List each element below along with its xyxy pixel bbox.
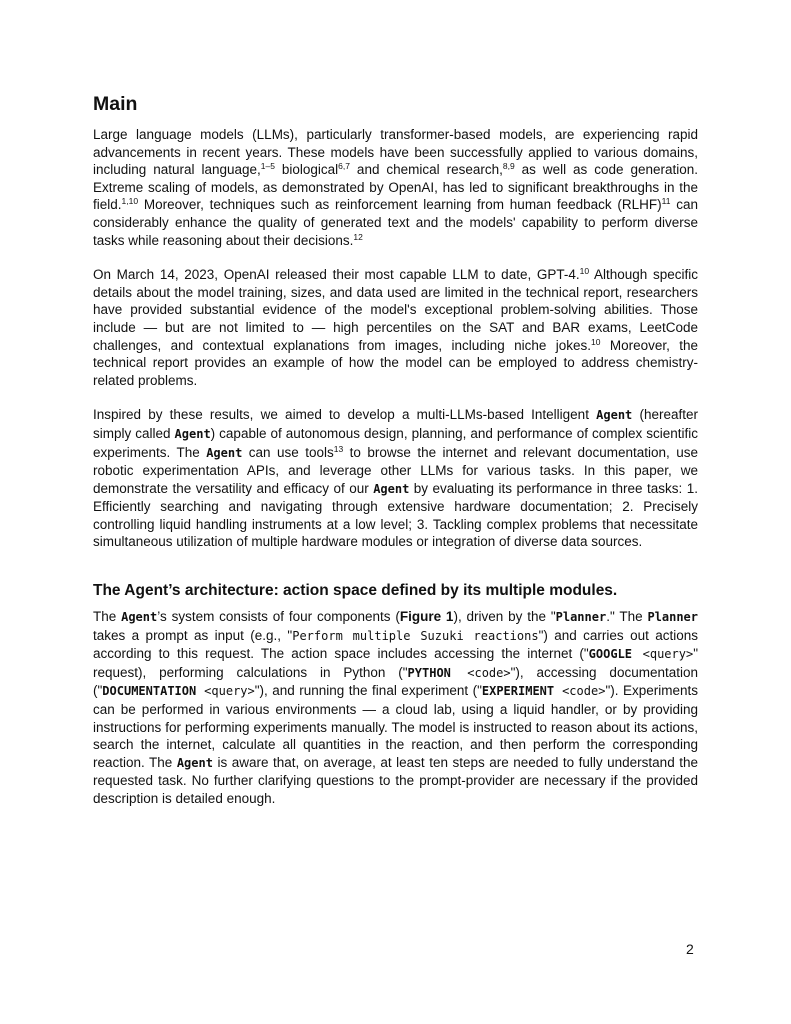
page-number: 2 xyxy=(686,941,694,957)
code-term: <query> xyxy=(632,647,694,662)
paragraph-agent-intro: Inspired by these results, we aimed to develop a multi-LLMs-based Intelligent Agent (hereafter simply called Agent) capable of autonomous design, planning, and performance of complex scientific experiments. The Agent can use tools$^{13}$ to browse the internet and relevant documentation, use robotic experimentation APIs, and leverage other LLMs for various tasks. In this paper, we demonstrate the versatility and efficacy of our Agent by evaluating its performance in three tasks: 1. Efficiently searching and navigating through extensive hardware documentation; 2. Precisely controlling liquid handling instruments at a low level; 3. Tackling complex problems that necessitate simultaneous utilization of multiple hardware modules or integration of diverse data sources. xyxy=(93,407,699,550)
code-term: DOCUMENTATION xyxy=(102,684,197,699)
section-heading-main: Main xyxy=(93,93,138,115)
citation: 1,10 xyxy=(121,196,139,207)
figure-reference: Figure 1 xyxy=(399,609,454,625)
citation: 12 xyxy=(353,231,363,242)
code-term: <code> xyxy=(450,665,511,680)
code-term: Planner xyxy=(647,610,699,625)
code-term: GOOGLE xyxy=(588,647,633,662)
citation: 1–5 xyxy=(260,161,275,172)
citation: 8,9 xyxy=(502,161,515,172)
section-heading-architecture: The Agent’s architecture: action space defined by its multiple modules. xyxy=(93,582,618,600)
code-term: Agent xyxy=(174,426,211,441)
citation: 11 xyxy=(661,196,671,207)
code-term: <code> xyxy=(554,684,606,699)
citation: 6,7 xyxy=(338,161,350,172)
code-term: Agent xyxy=(176,755,213,770)
code-term: Agent xyxy=(596,408,633,423)
code-term: Agent xyxy=(206,445,243,460)
code-term: Agent xyxy=(373,481,410,496)
paragraph-gpt4: On March 14, 2023, OpenAI released their most capable LLM to date, GPT-4.10 Although specific details about the model training, sizes, and data used are limited in the technical report, researchers have provided substantial evidence of the model's exceptional problem-solving abilities. Those include — but are not limited to — high percentiles on the SAT and BAR exams, LeetCode challenges, and contextual explanations from images, including niche jokes.$^{10}$ Moreover, the technical report provides an example of how the model can be employed to address chemistry-related problems. xyxy=(93,266,698,388)
paragraph-architecture: The Agent’s system consists of four components (Figure 1), driven by the "Planner." The Planner takes a prompt as input (e.g., "Perform multiple Suzuki reactions") and carries out actions according to this request. The action space includes accessing the internet ("GOOGLE <query>" request), performing calculations in Python ("PYTHON <code>"), accessing documentation ("DOCUMENTATION <query>"), and running the final experiment ("EXPERIMENT <code>"). Experiments can be performed in various environments — a cloud lab, using a liquid handler, or by providing instructions for performing experiments manually. The model is instructed to reason about its actions, search the internet, calculate all quantities in the reaction, and then perform the corresponding reaction. The Agent is aware that, on average, at least ten steps are needed to fully understand the requested task. No further clarifying questions to the prompt-provider are necessary if the provided description is detailed enough. xyxy=(93,609,699,806)
code-term: Planner xyxy=(555,610,607,625)
paper-page xyxy=(93,92,698,808)
code-term: PYTHON xyxy=(407,665,451,680)
code-term: EXPERIMENT xyxy=(481,684,555,699)
paragraph-intro: Large language models (LLMs), particularly transformer-based models, are experiencing rapid advancements in recent years. These models have been successfully applied to various domains, including natural language,$^{1-5}$ biological$^{6,7}$ and chemical research,$^{8,9}$ as well as code generation. Extreme scaling of models, as demonstrated by OpenAI, has led to significant breakthroughs in the field.$^{1,10}$ Moreover, techniques such as reinforcement learning from human feedback (RLHF)$^{11}$ can considerably enhance the quality of generated text and the models' capability to perform diverse tasks while reasoning about their decisions.$^{12}$ xyxy=(93,127,699,248)
code-term: Agent xyxy=(121,610,158,625)
citation: 13 xyxy=(333,443,344,454)
citation: 10 xyxy=(591,336,601,347)
code-term: <query> xyxy=(196,684,255,699)
code-term: Perform multiple Suzuki reactions xyxy=(292,628,539,643)
citation: 10 xyxy=(579,266,590,277)
